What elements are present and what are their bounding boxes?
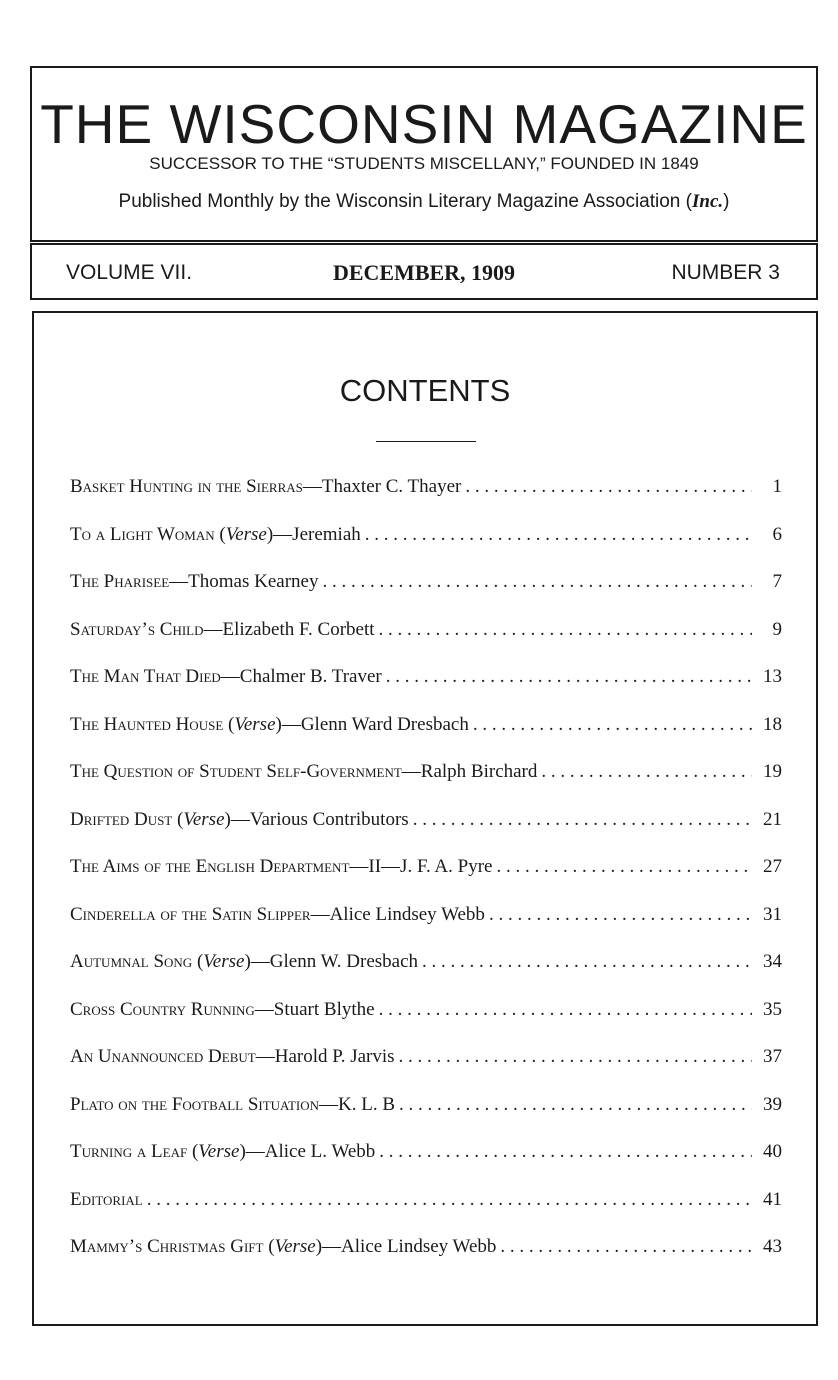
toc-entry-title: An Unannounced Debut [70,1046,256,1067]
publisher-inc: Inc. [691,191,724,212]
toc-entry [70,1090,782,1138]
toc-entry-author: —Ralph Birchard [401,761,538,782]
toc-entry-page: 41 [763,1188,782,1210]
toc-entry-author: —Glenn Ward Dresbach [281,713,469,735]
toc-entry-page: 9 [772,618,782,640]
issue-bar [30,243,818,300]
toc-entry-page: 19 [763,761,782,782]
toc-entry-page: 13 [763,666,782,687]
toc-entry [70,805,782,853]
publisher-line [32,190,816,214]
toc-entry-page: 37 [763,1046,782,1067]
dot-leader [465,472,752,502]
toc-entry-note: Verse [234,713,276,735]
toc-entry-note: Verse [274,1236,316,1257]
dot-leader [473,710,752,740]
toc-entry-text [70,567,318,597]
issue-date: DECEMBER, 1909 [332,260,516,285]
toc-entry-author: —Various Contributors [230,808,409,830]
toc-entry [70,1137,782,1185]
toc-entry-title: Turning a Leaf [70,1141,188,1162]
toc-entry-text [70,900,485,930]
toc-entry-page: 31 [763,903,782,925]
toc-entry-title: Saturday’s Child [70,618,204,640]
toc-entry-text [70,1042,395,1072]
toc-entry-text: To a Light Woman (Verse)—Jeremiah [70,523,361,545]
toc-entry-page: 40 [763,1141,782,1162]
dot-leader [489,900,752,930]
toc-entry [70,1042,782,1090]
toc-entry-title: Plato on the Football Situation [70,1093,320,1115]
heading-rule [376,441,476,442]
toc-entry-text: Drifted Dust (Verse)—Various Contributors [70,808,409,830]
toc-entry-text: Mammy’s Christmas Gift (Verse)—Alice Lindsey Webb [70,1236,497,1257]
issue-number: NUMBER 3 [671,261,780,284]
toc-entry-title: The Pharisee [70,571,170,592]
dot-leader [386,662,752,692]
toc-entry-title: Drifted Dust [70,808,173,830]
toc-entry-note: Verse [225,523,267,545]
toc-entry-author: —Thomas Kearney [169,571,319,592]
toc-entry-text [70,995,375,1025]
toc-entry-title: Mammy’s Christmas Gift [70,1236,264,1257]
toc-entry [70,757,782,805]
toc-entry-text [70,615,375,645]
toc-entry-author: —Glenn W. Dresbach [250,951,419,972]
toc-entry-text [70,1090,395,1120]
toc-entry-title: The Aims of the English Department [70,856,350,877]
dot-leader [541,757,752,787]
toc-entry-author: —Thaxter C. Thayer [302,476,462,497]
publisher-close: ) [723,191,730,212]
contents-heading: CONTENTS [339,373,511,408]
toc-entry [70,1232,782,1280]
toc-entry-author: —Alice Lindsey Webb [322,1236,497,1257]
toc-entry-page: 18 [763,713,782,735]
dot-leader [399,1090,752,1120]
dot-leader [365,520,752,550]
toc-entry-note: Verse [203,951,245,972]
toc-entry-title: The Man That Died [70,666,221,687]
dot-leader [500,1232,752,1262]
toc-entry-author: —Chalmer B. Traver [220,666,382,687]
toc-entry-title: The Haunted House [70,713,224,735]
toc-entry-text [70,472,461,502]
toc-entry-title: Cinderella of the Satin Slipper [70,903,311,925]
toc-entry-text: Turning a Leaf (Verse)—Alice L. Webb [70,1141,376,1162]
toc-entry-page: 21 [763,808,782,830]
toc-entry [70,662,782,710]
dot-leader [422,947,752,977]
toc-entry-page: 34 [763,951,782,972]
toc-entry [70,1185,782,1233]
publisher-text: Published Monthly by the Wisconsin Literary Magazine Association ( [118,191,692,212]
dot-leader [147,1185,752,1215]
toc-entry-author: —Stuart Blythe [254,998,375,1020]
toc-entry [70,520,782,568]
toc-entry-page: 39 [763,1093,782,1115]
toc-entry-author: —II—J. F. A. Pyre [349,856,493,877]
toc-entry-page: 6 [772,523,782,545]
dot-leader [379,995,752,1025]
toc-entry-page: 35 [763,998,782,1020]
toc-entry [70,567,782,615]
toc-entry-text [70,852,492,882]
dot-leader [399,1042,752,1072]
toc-entry-note: Verse [183,808,225,830]
toc-entry-page: 7 [772,571,782,592]
table-of-contents [70,472,782,1280]
toc-entry [70,995,782,1043]
dot-leader [379,615,752,645]
toc-entry [70,947,782,995]
toc-entry-title: Cross Country Running [70,998,255,1020]
toc-entry-note: Verse [198,1141,240,1162]
magazine-subtitle: SUCCESSOR TO THE “STUDENTS MISCELLANY,” FOUNDED IN 1849 [149,154,699,173]
dot-leader [496,852,752,882]
dot-leader [413,805,752,835]
toc-entry-title: Autumnal Song [70,951,193,972]
toc-entry-page: 27 [763,856,782,877]
toc-entry-author: —Harold P. Jarvis [255,1046,395,1067]
toc-entry-text: Autumnal Song (Verse)—Glenn W. Dresbach [70,951,419,972]
volume-label: VOLUME VII. [66,261,193,284]
contents-box [32,311,818,1326]
toc-entry-author: —Alice Lindsey Webb [310,903,485,925]
toc-entry-page: 1 [772,476,782,497]
toc-entry-text: The Haunted House (Verse)—Glenn Ward Dresbach [70,713,469,735]
toc-entry [70,615,782,663]
masthead [30,66,818,242]
magazine-title: THE WISCONSIN MAGAZINE [40,93,808,155]
toc-entry-title: The Question of Student Self-Government [70,761,402,782]
toc-entry-author: —Jeremiah [273,523,361,545]
toc-entry-text [70,1185,143,1215]
toc-entry [70,472,782,520]
toc-entry-text [70,662,382,692]
toc-entry [70,710,782,758]
toc-entry-title: To a Light Woman [70,523,215,545]
toc-entry-author: —Elizabeth F. Corbett [203,618,375,640]
toc-entry-title: Editorial [70,1188,143,1210]
toc-entry-page: 43 [763,1236,782,1257]
toc-entry-text [70,757,537,787]
dot-leader [322,567,752,597]
toc-entry-title: Basket Hunting in the Sierras [70,476,303,497]
dot-leader [379,1137,752,1167]
toc-entry [70,900,782,948]
toc-entry [70,852,782,900]
toc-entry-author: —Alice L. Webb [245,1141,376,1162]
toc-entry-author: —K. L. B [319,1093,396,1115]
